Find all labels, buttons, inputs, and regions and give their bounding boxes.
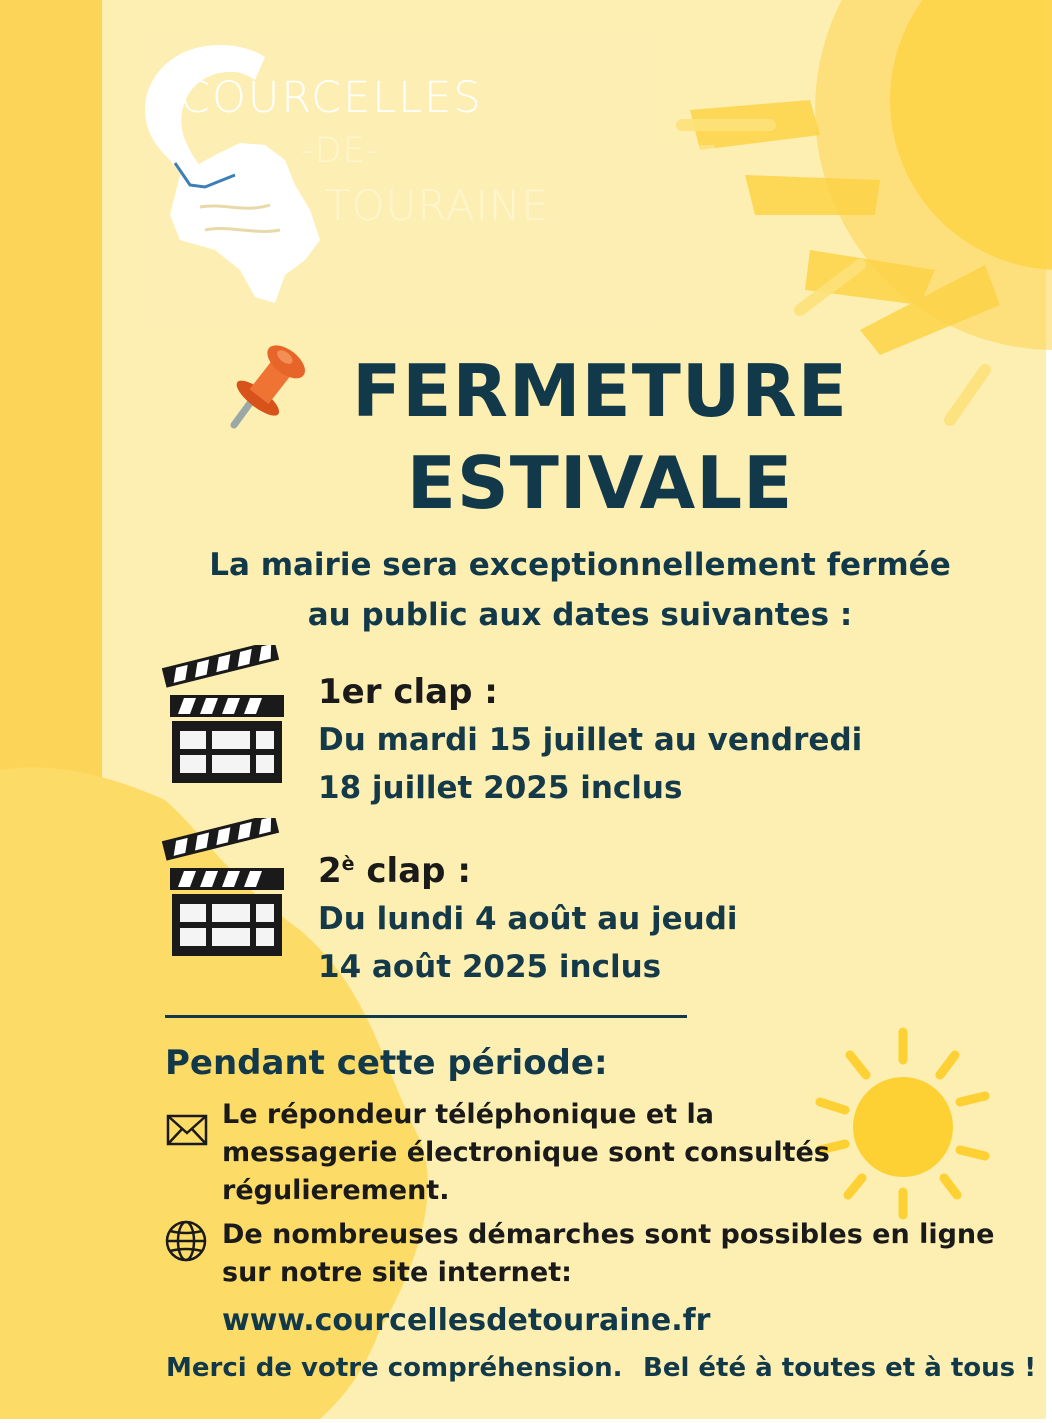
closure-1-heading: 1er clap : xyxy=(318,672,498,712)
closure-period-2 xyxy=(318,840,738,991)
online-line-2: sur notre site internet: xyxy=(222,1257,572,1288)
logo-text-courcelles: COURCELLES xyxy=(180,73,483,123)
phone-mail-info xyxy=(222,1096,830,1210)
online-services-info xyxy=(222,1216,994,1346)
intro-line-2: au public aux dates suivantes : xyxy=(307,597,853,633)
closure-period-1 xyxy=(318,668,862,812)
closure-2-heading-rest: clap : xyxy=(354,851,471,891)
closure-1-line-2: 18 juillet 2025 inclus xyxy=(318,770,683,806)
footer-wishes: Bel été à toutes et à tous ! xyxy=(643,1353,1037,1383)
closure-2-heading-sup: è xyxy=(341,853,355,875)
globe-icon xyxy=(163,1218,209,1264)
poster-title xyxy=(320,345,880,529)
closure-2-line-2: 14 août 2025 inclus xyxy=(318,949,662,985)
clapperboard-icon xyxy=(162,645,290,785)
envelope-icon xyxy=(164,1106,210,1152)
logo-text-de: -DE- xyxy=(301,131,380,171)
period-heading: Pendant cette période: xyxy=(165,1043,608,1083)
online-line-1: De nombreuses démarches sont possibles en ligne xyxy=(222,1219,995,1250)
title-line-1: FERMETURE xyxy=(352,349,848,433)
closure-1-line-1: Du mardi 15 juillet au vendredi xyxy=(318,722,863,758)
phone-mail-line-2: messagerie électronique sont consultés xyxy=(222,1137,830,1168)
phone-mail-line-1: Le répondeur téléphonique et la xyxy=(222,1099,714,1130)
intro-line-1: La mairie sera exceptionnellement fermée xyxy=(209,547,951,583)
phone-mail-line-3: régulierement. xyxy=(222,1175,450,1206)
title-line-2: ESTIVALE xyxy=(406,441,794,525)
logo-text-touraine: TOURAINE xyxy=(325,181,550,230)
closure-2-heading xyxy=(318,840,738,895)
town-logo xyxy=(145,35,715,325)
section-divider xyxy=(165,1015,687,1018)
closure-2-heading-number: 2 xyxy=(318,851,342,891)
closure-2-line-1: Du lundi 4 août au jeudi xyxy=(318,901,738,937)
website-link[interactable]: www.courcellesdetouraine.fr xyxy=(222,1303,711,1338)
clapperboard-icon xyxy=(162,818,290,958)
intro-text xyxy=(140,540,1020,640)
pushpin-icon xyxy=(222,335,310,435)
footer-thanks: Merci de votre compréhension. xyxy=(166,1353,623,1383)
